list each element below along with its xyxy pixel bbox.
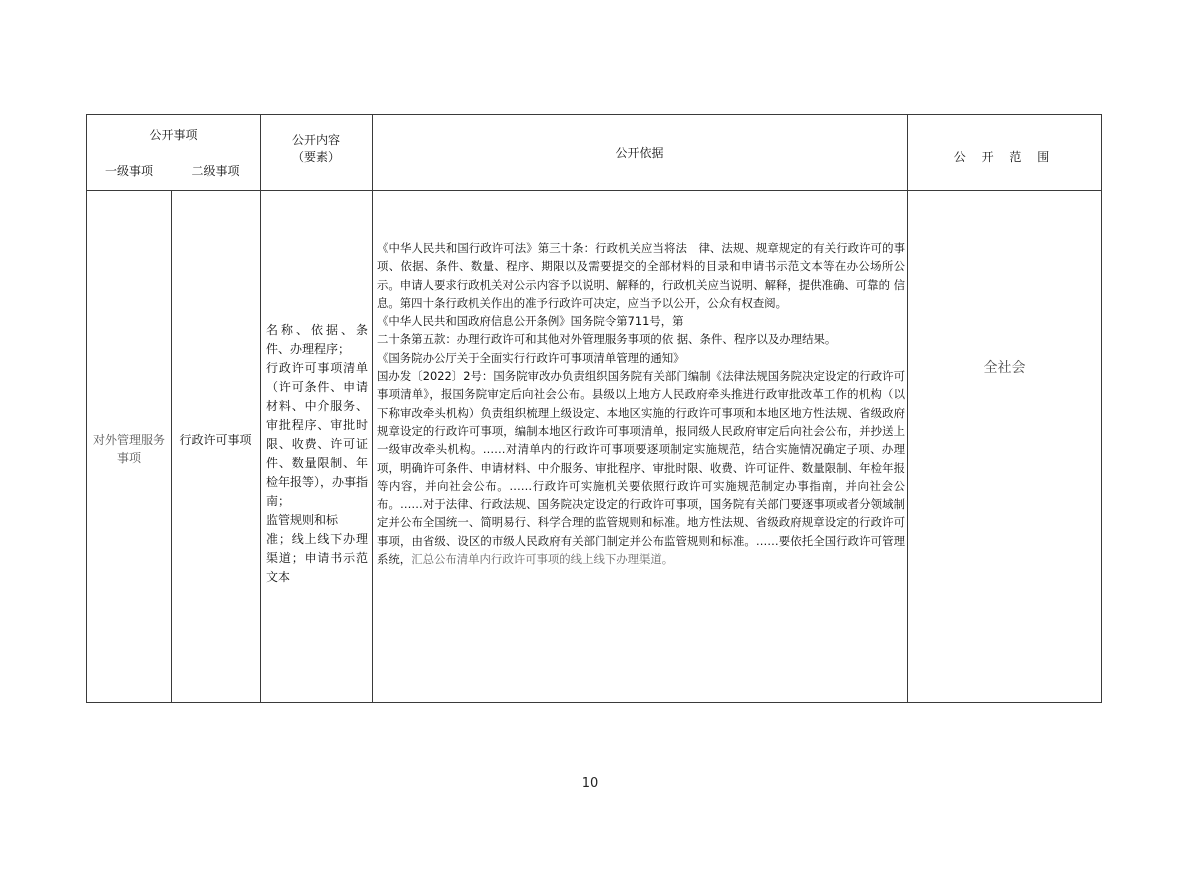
header-disclosure-content	[260, 132, 372, 166]
cell-level-one-item: 对外管理服务事项	[93, 433, 166, 465]
column-divider-scope	[907, 115, 908, 702]
cell-disclosure-content	[266, 321, 368, 587]
header-disclosure-basis: 公开依据	[615, 146, 664, 160]
content-line: 名称、依据、条件、办理程序；	[266, 323, 368, 356]
header-disclosure-items: 公开事项	[149, 128, 198, 142]
cell-disclosure-basis	[377, 239, 905, 568]
header-level-one-item: 一级事项	[104, 164, 153, 178]
header-content-elements: （要素）	[291, 150, 340, 164]
basis-text: 国办发〔2022〕2号：国务院审改办负责组织国务院有关部门编制《法律法规国务院决定设定的行政许可事项清单》，报国务院审定后向社会公布。县级以上地方人民政府牵头推进行政审批改革工作的机构（以下称审改牵头机构）负责组织梳理上级设定、本地区实施的行政许可事项和本地区地方性法规、省级政府规章设定的行政许可事项，编制本地区行政许可事项清单，报同级人民政府审定后向社会公布，并抄送上一级审改牵头机构。……对清单内的行政许可事项要逐项制定实施规范，结合实施情况确定子项、办理项，明确许可条件、申请材料、中介服务、审批程序、审批时限、收费、许可证件、数量限制、年检年报等内容，并向社会公布。……行政许可实施机关要依照行政许可实施规范制定办事指南，并向社会公布。……对于法律、行政法规、国务院决定设定的行政许可事项，国务院有关部门要逐事项或者分领域制定并公布全国统一、简明易行、科学合理的监管规则和标准。地方性法规、省级政府规章设定的行政许可事项，由省级、设区的市级人民政府有关部门制定并公布监管规则和标准。……要依托全国行政许可管理系统，	[377, 369, 905, 567]
header-disclosure-scope: 公 开 范 围	[953, 150, 1056, 164]
cell-level-two-item: 行政许可事项	[179, 433, 252, 447]
header-divider	[87, 190, 1101, 191]
basis-paragraph: 《中华人民共和国政府信息公开条例》国务院令第711号，第	[377, 314, 684, 329]
page-number: 10	[581, 776, 599, 791]
header-content-label: 公开内容	[291, 133, 340, 147]
basis-paragraph	[377, 367, 905, 568]
basis-paragraph: 二十条第五款：办理行政许可和其他对外管理服务事项的依 据、条件、程序以及办理结果。	[377, 332, 837, 347]
column-divider-basis	[372, 115, 373, 702]
header-level-two-item: 二级事项	[191, 164, 240, 178]
content-line: 监管规则和标	[266, 513, 339, 527]
disclosure-table	[86, 114, 1102, 703]
column-divider-content	[260, 115, 261, 702]
cell-disclosure-scope: 全社会	[983, 360, 1026, 376]
basis-text-tail: 汇总公布清单内行政许可事项的线上线下办理渠道。	[411, 552, 674, 567]
basis-paragraph: 《国务院办公厅关于全面实行行政许可事项清单管理的通知》	[377, 350, 685, 365]
content-line: 行政许可事项清单（许可条件、申请材料、中介服务、审批程序、审批时限、收费、许可证件、数量限制、年检年报等），办事指南；	[266, 361, 369, 508]
content-line: 准；线上线下办理渠道；申请书示范文本	[266, 532, 368, 584]
basis-paragraph: 《中华人民共和国行政许可法》第三十条：行政机关应当将法 律、法规、规章规定的有关行政许可的事项、依据、条件、数量、程序、期限以及需要提交的全部材料的目录和申请书示范文本等在办公场所公示。申请人要求行政机关对公示内容予以说明、解释的，行政机关应当说明、解释，提供准确、可靠的 信息。第四十条行政机关作出的准予行政许可决定，应当予以公开，公众有权查阅。	[377, 241, 905, 310]
